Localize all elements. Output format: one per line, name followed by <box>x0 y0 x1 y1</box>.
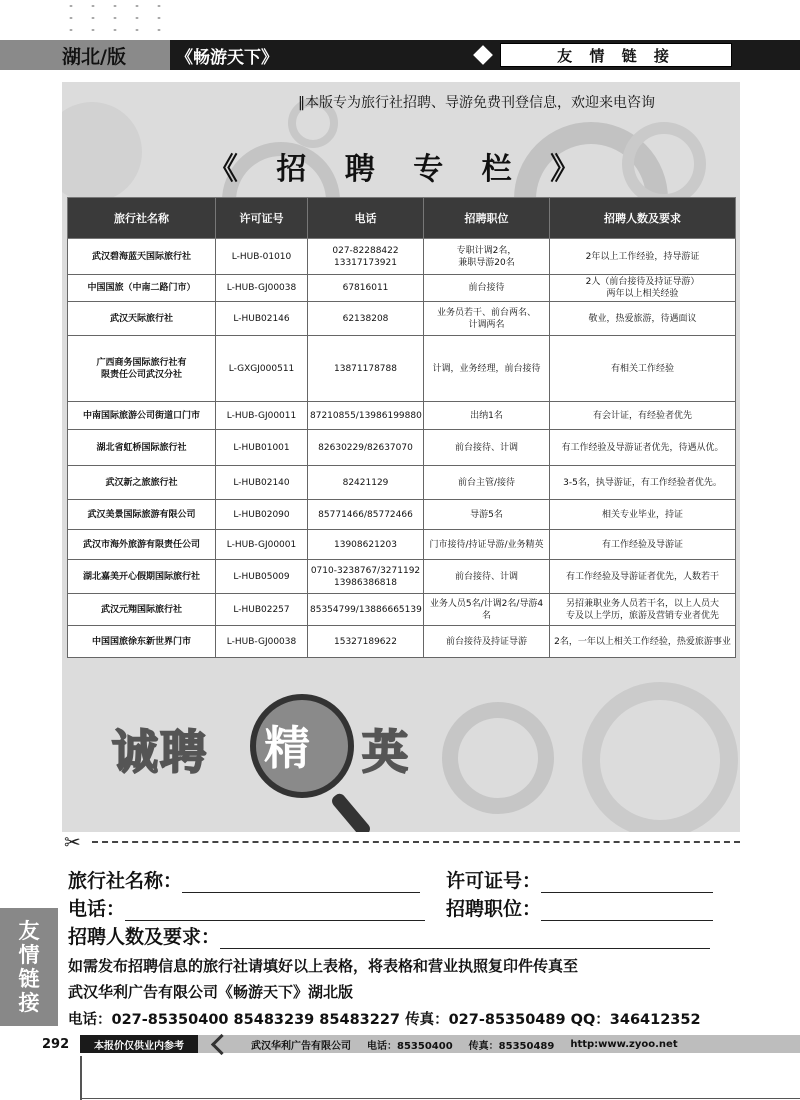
requirement-cell: 另招兼职业务人员若干名，以上人员大 专及以上学历，旅游及营销专业者优先 <box>550 594 736 626</box>
license-cell: L-HUB02146 <box>216 302 308 336</box>
form-row <box>446 894 713 921</box>
recruitment-panel <box>62 82 740 832</box>
license-cell: L-HUB02090 <box>216 500 308 530</box>
agency-name-cell: 湖北省虹桥国际旅行社 <box>68 430 216 466</box>
agency-name-cell: 中南国际旅游公司街道口门市 <box>68 402 216 430</box>
phone-cell: 13908621203 <box>308 530 424 560</box>
agency-name-cell: 武汉市海外旅游有限责任公司 <box>68 530 216 560</box>
license-label: 许可证号： <box>446 870 542 892</box>
table-row <box>68 530 736 560</box>
side-tab-char: 情 <box>18 943 40 967</box>
divider <box>80 1056 82 1100</box>
side-tab-char: 友 <box>18 919 40 943</box>
column-header: 旅行社名称 <box>68 198 216 239</box>
name-field[interactable] <box>182 874 420 893</box>
phone-label: 电话： <box>68 898 126 920</box>
table-row <box>68 560 736 594</box>
page-footer <box>0 1032 800 1056</box>
agency-name-cell: 湖北嘉美开心假期国际旅行社 <box>68 560 216 594</box>
requirement-cell: 有工作经验及导游证 <box>550 530 736 560</box>
column-header: 招聘职位 <box>424 198 550 239</box>
agency-name-cell: 中国国旅徐东新世界门市 <box>68 626 216 658</box>
notice-text: ‖本版专为旅行社招聘、导游免费刊登信息，欢迎来电咨询 <box>298 95 655 111</box>
section-tag: 友 情 链 接 <box>500 43 732 67</box>
phone-cell: 82630229/82637070 <box>308 430 424 466</box>
position-cell: 业务员若干、前台两名、 计调两名 <box>424 302 550 336</box>
phone-cell: 85354799/13886665139 <box>308 594 424 626</box>
position-label: 招聘职位： <box>446 898 542 920</box>
table-row <box>68 466 736 500</box>
license-cell: L-HUB02257 <box>216 594 308 626</box>
decorative-circle <box>442 702 554 814</box>
phone-cell: 15327189622 <box>308 626 424 658</box>
position-field[interactable] <box>541 902 713 921</box>
license-cell: L-HUB-GJ00038 <box>216 275 308 302</box>
phone-cell: 0710-3238767/3271192 13986386818 <box>308 560 424 594</box>
form-row <box>68 866 420 893</box>
license-cell: L-HUB05009 <box>216 560 308 594</box>
license-field[interactable] <box>541 874 713 893</box>
instruction-text: 如需发布招聘信息的旅行社请填好以上表格，将表格和营业执照复印件传真至 <box>68 957 579 975</box>
position-cell: 导游5名 <box>424 500 550 530</box>
requirement-cell: 相关专业毕业，持证 <box>550 500 736 530</box>
position-cell: 前台接待 <box>424 275 550 302</box>
table-row <box>68 402 736 430</box>
magazine-title: 《畅游天下》 <box>170 40 466 70</box>
page-header <box>0 40 800 70</box>
footer-company: 武汉华利广告有限公司 <box>251 1040 351 1052</box>
license-cell: L-GXGJ000511 <box>216 336 308 402</box>
req-label: 招聘人数及要求： <box>68 926 221 948</box>
table-row <box>68 275 736 302</box>
phone-cell: 027-82288422 13317173921 <box>308 239 424 275</box>
phone-cell: 82421129 <box>308 466 424 500</box>
requirement-cell: 2年以上工作经验，持导游证 <box>550 239 736 275</box>
position-cell: 前台主管/接待 <box>424 466 550 500</box>
position-cell: 前台接待、计调 <box>424 430 550 466</box>
phone-field[interactable] <box>125 902 425 921</box>
page-number: 292 <box>42 1036 70 1052</box>
column-header: 电话 <box>308 198 424 239</box>
position-cell: 前台接待及持证导游 <box>424 626 550 658</box>
column-header: 许可证号 <box>216 198 308 239</box>
table-row <box>68 500 736 530</box>
side-tab-char: 链 <box>18 967 40 991</box>
decorative-dots <box>60 0 170 40</box>
page-title: 《 招 聘 专 栏 》 <box>207 152 595 187</box>
license-cell: L-HUB-GJ00011 <box>216 402 308 430</box>
requirement-cell: 敬业，热爱旅游，待遇面议 <box>550 302 736 336</box>
phone-cell: 67816011 <box>308 275 424 302</box>
side-tab-char: 接 <box>18 991 40 1015</box>
requirement-cell: 有工作经验及导游证者优先，待遇从优。 <box>550 430 736 466</box>
region-label: 湖北/版 <box>0 40 170 70</box>
agency-name-cell: 武汉新之旅旅行社 <box>68 466 216 500</box>
table-row <box>68 626 736 658</box>
name-label: 旅行社名称： <box>68 870 183 892</box>
requirement-cell: 有相关工作经验 <box>550 336 736 402</box>
requirement-cell: 有工作经验及导游证者优先，人数若干 <box>550 560 736 594</box>
divider <box>80 1098 800 1099</box>
footer-url: http:www.zyoo.net <box>570 1038 678 1050</box>
decorative-circle <box>582 682 738 832</box>
license-cell: L-HUB01001 <box>216 430 308 466</box>
license-cell: L-HUB02140 <box>216 466 308 500</box>
requirement-cell: 有会计证，有经验者优先 <box>550 402 736 430</box>
table-row <box>68 239 736 275</box>
agency-name-cell: 武汉元翔国际旅行社 <box>68 594 216 626</box>
phone-cell: 62138208 <box>308 302 424 336</box>
form-row <box>68 894 425 921</box>
column-header: 招聘人数及要求 <box>550 198 736 239</box>
position-cell: 出纳1名 <box>424 402 550 430</box>
phone-cell: 85771466/85772466 <box>308 500 424 530</box>
table-row <box>68 594 736 626</box>
table-row <box>68 430 736 466</box>
contact-text: 电话：027-85350400 85483239 85483227 传真：027-85350489 QQ：346412352 <box>68 1012 701 1028</box>
table-row <box>68 336 736 402</box>
chevron-left-icon <box>211 1033 232 1054</box>
requirement-cell: 3-5名，执导游证，有工作经验者优先。 <box>550 466 736 500</box>
position-cell: 门市接待/持证导游/业务精英 <box>424 530 550 560</box>
license-cell: L-HUB-GJ00001 <box>216 530 308 560</box>
form-row <box>446 866 713 893</box>
table-header-row <box>68 198 736 239</box>
agency-name-cell: 广西商务国际旅行社有 限责任公司武汉分社 <box>68 336 216 402</box>
agency-name-cell: 中国国旅（中南二路门市） <box>68 275 216 302</box>
agency-name-cell: 武汉碧海蓝天国际旅行社 <box>68 239 216 275</box>
footer-phone: 电话：85350400 <box>367 1040 453 1052</box>
recruitment-table <box>67 197 736 658</box>
logo-text: 精 <box>264 721 310 775</box>
position-cell: 计调，业务经理，前台接待 <box>424 336 550 402</box>
position-cell: 业务人员5名/计调2名/导游4名 <box>424 594 550 626</box>
form-row <box>68 922 710 949</box>
requirement-cell: 2名，一年以上相关工作经验，热爱旅游事业 <box>550 626 736 658</box>
footer-bar <box>80 1035 800 1053</box>
license-cell: L-HUB-GJ00038 <box>216 626 308 658</box>
requirement-cell: 2人（前台接待及持证导游） 两年以上相关经验 <box>550 275 736 302</box>
logo-text: 诚聘 <box>112 725 208 779</box>
license-cell: L-HUB-01010 <box>216 239 308 275</box>
company-text: 武汉华利广告有限公司《畅游天下》湖北版 <box>68 983 354 1001</box>
table-row <box>68 302 736 336</box>
magnifier-handle <box>330 791 373 832</box>
phone-cell: 87210855/13986199880 <box>308 402 424 430</box>
logo-text: 英 <box>362 725 410 779</box>
position-cell: 前台接待、计调 <box>424 560 550 594</box>
cut-line <box>92 841 740 843</box>
agency-name-cell: 武汉美景国际旅游有限公司 <box>68 500 216 530</box>
diamond-icon <box>473 45 493 65</box>
section-banner <box>466 40 800 70</box>
position-cell: 专职计调2名， 兼职导游20名 <box>424 239 550 275</box>
side-tab <box>0 908 58 1026</box>
footer-note: 本报价仅供业内参考 <box>80 1035 198 1053</box>
scissors-icon: ✂ <box>64 830 81 854</box>
agency-name-cell: 武汉天际旅行社 <box>68 302 216 336</box>
recruit-elite-logo <box>112 694 432 832</box>
footer-fax: 传真：85350489 <box>468 1040 555 1052</box>
req-field[interactable] <box>220 930 710 949</box>
phone-cell: 13871178788 <box>308 336 424 402</box>
